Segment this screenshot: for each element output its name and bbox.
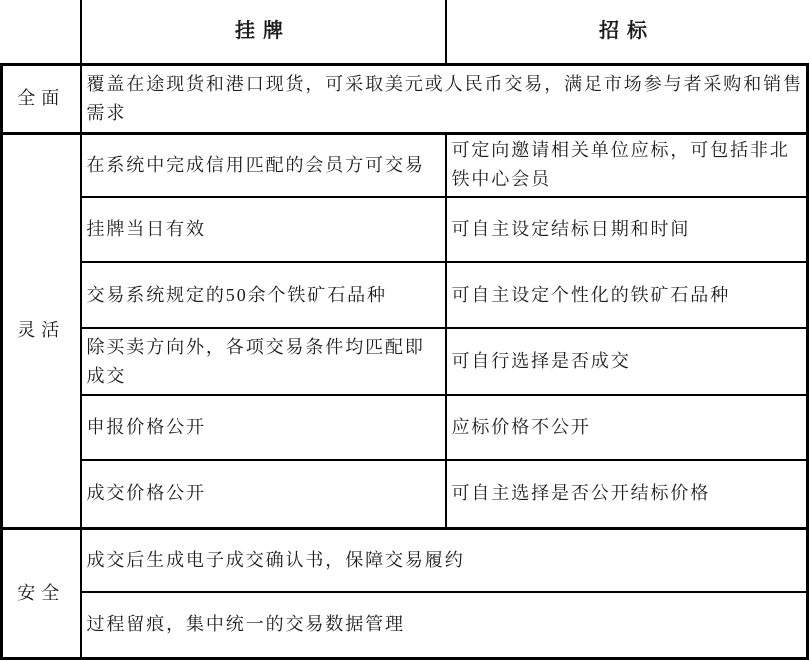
table-cell-comprehensive: 覆盖在途现货和港口现货，可采取美元或人民币交易，满足市场参与者采购和销售需求 (81, 64, 808, 133)
table-cell-listing: 在系统中完成信用匹配的会员方可交易 (81, 133, 446, 197)
table-row (2, 460, 808, 528)
header-row (2, 0, 808, 64)
table-cell-listing: 除买卖方向外，各项交易条件均匹配即成交 (81, 328, 446, 395)
table-row (2, 328, 808, 395)
section-label-secure: 安全 (2, 528, 81, 658)
table-cell-secure: 成交后生成电子成交确认书，保障交易履约 (81, 528, 808, 592)
table-cell-listing: 挂牌当日有效 (81, 197, 446, 262)
corner-cell (2, 0, 81, 64)
table-cell-listing: 申报价格公开 (81, 395, 446, 460)
table-row (2, 64, 808, 133)
table-cell-secure: 过程留痕，集中统一的交易数据管理 (81, 592, 808, 658)
table-cell-bidding: 可自主设定结标日期和时间 (446, 197, 808, 262)
table-cell-bidding: 可定向邀请相关单位应标，可包括非北铁中心会员 (446, 133, 808, 197)
table-row (2, 528, 808, 592)
table-row (2, 133, 808, 197)
table-cell-bidding: 可自主设定个性化的铁矿石品种 (446, 262, 808, 328)
table-cell-listing: 成交价格公开 (81, 460, 446, 528)
table-row (2, 395, 808, 460)
section-label-flexible: 灵活 (2, 133, 81, 528)
table-cell-bidding: 应标价格不公开 (446, 395, 808, 460)
table-cell-listing: 交易系统规定的50余个铁矿石品种 (81, 262, 446, 328)
column-header-bidding: 招标 (446, 0, 808, 64)
section-label-comprehensive: 全面 (2, 64, 81, 133)
column-header-listing: 挂牌 (81, 0, 446, 64)
table-cell-bidding: 可自行选择是否成交 (446, 328, 808, 395)
table-row (2, 262, 808, 328)
table-row (2, 592, 808, 658)
table-row (2, 197, 808, 262)
table-cell-bidding: 可自主选择是否公开结标价格 (446, 460, 808, 528)
